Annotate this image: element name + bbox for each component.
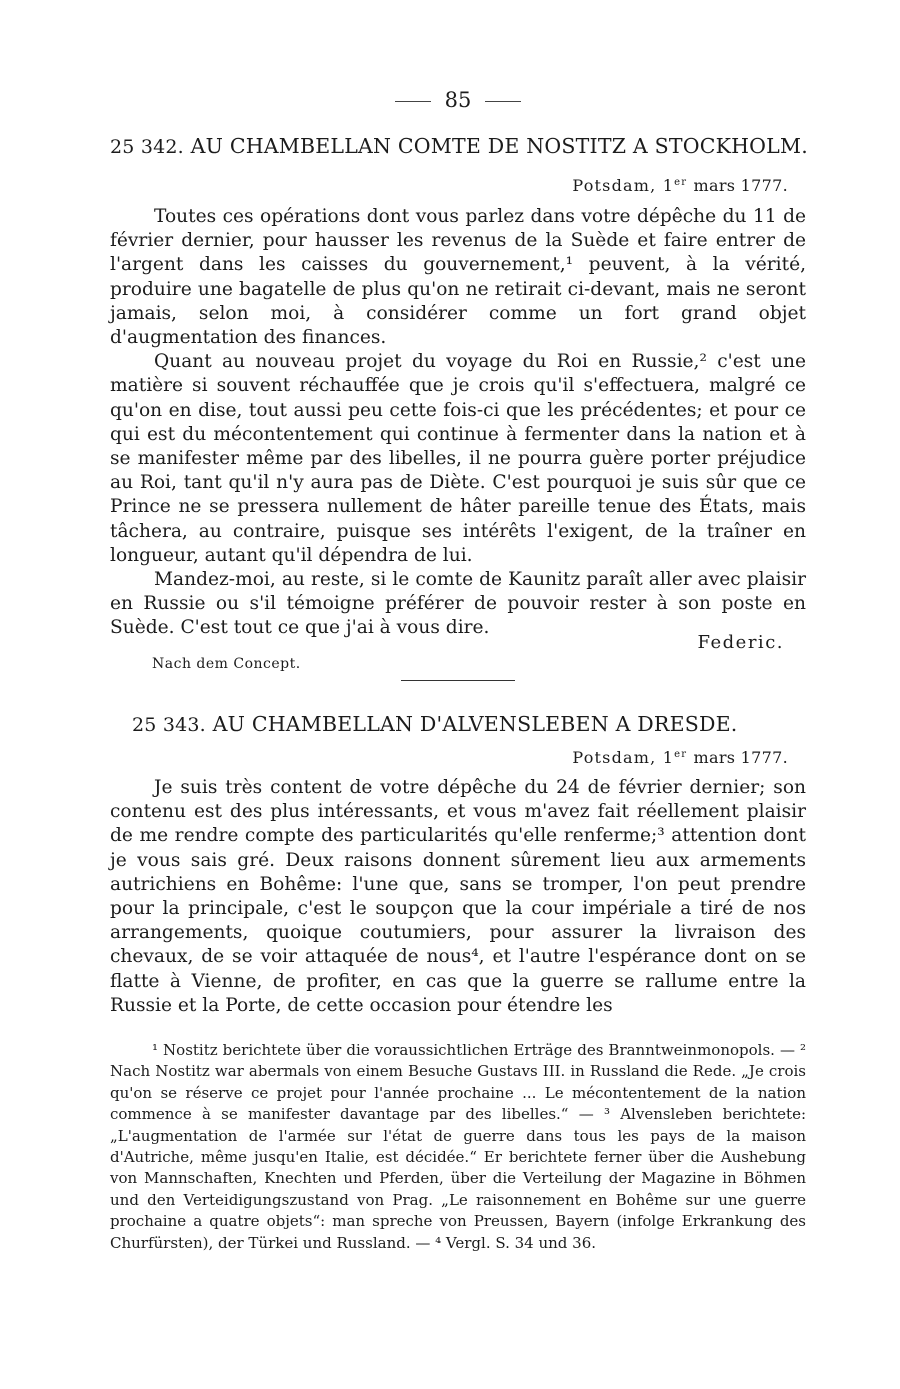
dateline-place: Potsdam, xyxy=(572,748,657,767)
letter-heading xyxy=(110,134,808,158)
dateline-month-year: mars 1777. xyxy=(693,748,788,767)
letter-dateline xyxy=(92,748,788,767)
source-note: Nach dem Concept. xyxy=(152,656,301,672)
paragraph: Mandez-moi, au reste, si le comte de Kaunitz paraît aller avec plaisir en Russie ou s'il témoigne préférer de pouvoir rester à son poste en Suède. C'est tout ce que j'ai à vous dire. xyxy=(110,569,806,639)
dateline-day-suffix: er xyxy=(674,749,688,760)
footnotes xyxy=(110,1040,806,1254)
footnote-text: ¹ Nostitz berichtete über die voraussichtlichen Erträge des Branntweinmonopols. — ² Nach Nostitz war abermals von einem Besuche Gustavs III. in Russland die Rede. „Je crois qu'on se réserve ce projet pour l'année prochaine ... Le mécontentement de la nation commence à se manifester davantage par des libelles.“ — ³ Alvensleben berichtete: „L'augmentation de l'armée sur l'état de guerre dans tous les pays de la maison d'Autriche, même jusqu'en Italie, est décidée.“ Er berichtete ferner über die Aushebung von Mannschaften, Knechten und Pferden, über die Verteilung der Magazine in Böhmen und den Verteidigungszustand von Prag. „Le raisonnement en Bohême sur une guerre prochaine a quatre objets“: man spreche von Preussen, Bayern (infolge Erkrankung des Churfürsten), der Türkei und Russland. — ⁴ Vergl. S. 34 und 36. xyxy=(110,1041,806,1252)
letter-body xyxy=(110,205,806,641)
dateline-day: 1 xyxy=(662,748,675,767)
page-number: 85 xyxy=(444,88,472,112)
letter-body xyxy=(110,776,806,1018)
letter-title: AU CHAMBELLAN COMTE DE NOSTITZ A STOCKHOLM. xyxy=(190,134,808,158)
dateline-day: 1 xyxy=(662,176,675,195)
page-header xyxy=(110,88,806,112)
signature: Federic. xyxy=(697,632,784,653)
paragraph: Je suis très content de votre dépêche du 24 de février dernier; son contenu est des plus intéressants, et vous m'avez fait réellement plaisir de me rendre compte des particularités qu'elle renferme;³ attention dont je vous sais gré. Deux raisons donnent sûrement lieu aux armements autrichiens en Bohême: l'une que, sans se tromper, l'on peut prendre pour la principale, c'est le soupçon que la cour impériale a tiré de nos arrangements, quoique coutumiers, pour assurer la livraison des chevaux, de se voir attaquée de nous⁴, et l'autre l'espérance dont on se flatte à Vienne, de profiter, en cas que la guerre se rallume entre la Russie et la Porte, de cette occasion pour étendre les xyxy=(110,777,806,1016)
dateline-month-year: mars 1777. xyxy=(693,176,788,195)
separator-rule xyxy=(401,680,515,681)
paragraph: Quant au nouveau projet du voyage du Roi en Russie,² c'est une matière si souvent réchauffée que je crois qu'il s'effectuera, malgré ce qu'on en dise, tout aussi peu cette fois-ci que les précédentes; et pour ce qui est du mécontentement qui continue à fermenter dans la nation et à se manifester même par des libelles, il ne pourra guère porter préjudice au Roi, tant qu'il n'y aura pas de Diète. C'est pourquoi je suis sûr que ce Prince ne se pressera nullement de hâter pareille tenue des États, mais tâchera, au contraire, puisque ses intérêts l'exigent, de la traîner en longueur, autant qu'il dépendra de lui. xyxy=(110,351,806,566)
dateline-place: Potsdam, xyxy=(572,176,657,195)
letter-heading xyxy=(132,712,738,736)
header-dash-left xyxy=(395,101,431,102)
letter-number: 25 342. xyxy=(110,136,184,158)
paragraph: Toutes ces opérations dont vous parlez dans votre dépêche du 11 de février dernier, pour hausser les revenus de la Suède et faire entrer de l'argent dans les caisses du gouvernement,¹ peuvent, à la vérité, produire une bagatelle de plus qu'on ne retirait ci-devant, mais ne seront jamais, selon moi, à considérer comme un fort grand objet d'augmentation des finances. xyxy=(110,206,806,349)
header-dash-right xyxy=(485,101,521,102)
letter-title: AU CHAMBELLAN D'ALVENSLEBEN A DRESDE. xyxy=(212,712,738,736)
dateline-day-suffix: er xyxy=(674,177,688,188)
letter-number: 25 343. xyxy=(132,714,206,736)
letter-dateline xyxy=(92,176,788,195)
